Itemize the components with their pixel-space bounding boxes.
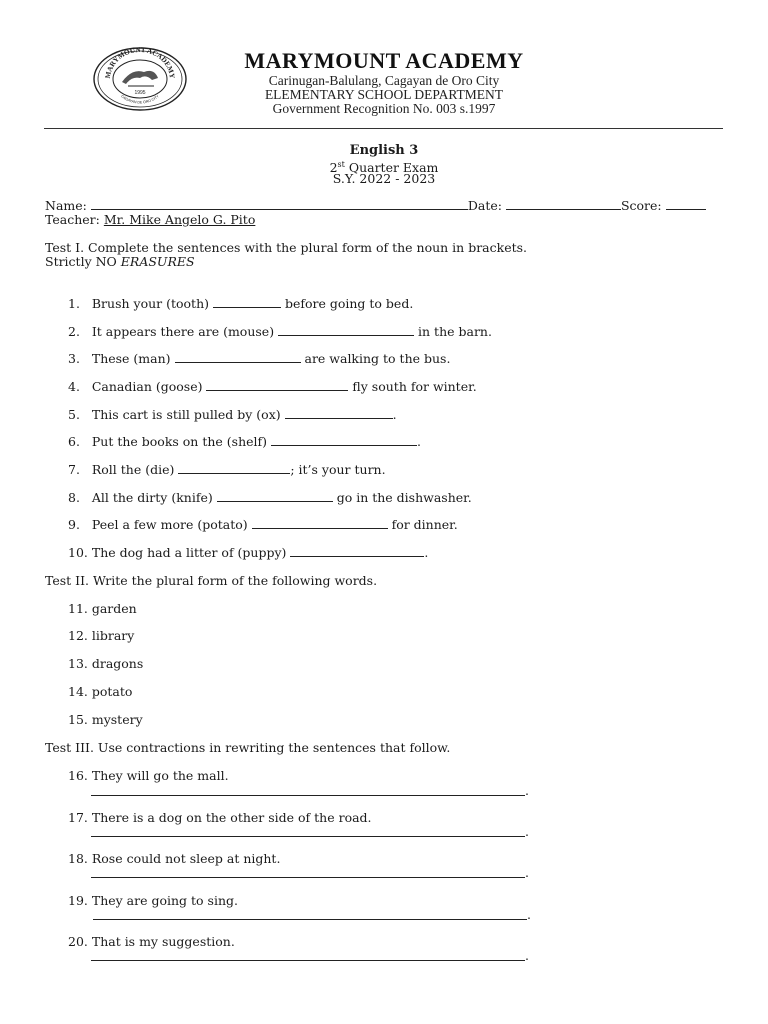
erasures-emphasis: ERASURES [120, 254, 195, 269]
answer-blank[interactable] [252, 517, 388, 529]
line-period: . [525, 824, 529, 839]
answer-line[interactable] [91, 960, 525, 961]
answer-blank[interactable] [175, 351, 301, 363]
test1-note: Strictly NO ERASURES [45, 254, 195, 269]
line-period: . [525, 865, 529, 880]
line-period: . [525, 783, 529, 798]
answer-line[interactable] [91, 877, 525, 878]
answer-blank[interactable] [285, 407, 393, 419]
test1-item: 9. Peel a few more (potato) for dinner. [68, 517, 458, 532]
test3-item: 17. There is a dog on the other side of the road. [68, 810, 372, 825]
school-address: Carinugan-Balulang, Cagayan de Oro City [268, 73, 500, 88]
government-recognition: Government Recognition No. 003 s.1997 [272, 101, 496, 116]
score-label: Score: [620, 198, 662, 213]
teacher-label: Teacher: [45, 212, 100, 227]
test2-item: 15. mystery [68, 712, 143, 727]
test1-item: 3. These (man) are walking to the bus. [68, 351, 451, 366]
answer-blank[interactable] [178, 462, 290, 474]
test2-item: 13. dragons [68, 656, 144, 671]
test3-item: 20. That is my suggestion. [68, 934, 235, 949]
test3-item: 19. They are going to sing. [68, 893, 238, 908]
test1-item: 10. The dog had a litter of (puppy) . [68, 545, 429, 560]
school-year: S.Y. 2022 - 2023 [332, 171, 436, 186]
answer-blank[interactable] [217, 490, 333, 502]
test2-instruction: Test II. Write the plural form of the following words. [45, 573, 378, 588]
test3-item: 18. Rose could not sleep at night. [68, 851, 281, 866]
test1-instruction: Test I. Complete the sentences with the plural form of the noun in brackets. [45, 240, 528, 255]
answer-line[interactable] [93, 919, 527, 920]
test1-item: 6. Put the books on the (shelf) . [68, 434, 421, 449]
answer-blank[interactable] [213, 296, 281, 308]
test1-item: 8. All the dirty (knife) go in the dishwasher. [68, 490, 472, 505]
test1-item: 7. Roll the (die) ; it’s your turn. [68, 462, 386, 477]
date-field[interactable] [506, 198, 621, 210]
school-seal-logo [92, 46, 188, 112]
exam-subject: English 3 [349, 143, 419, 158]
seal-year: 1995 [134, 90, 146, 96]
test2-item: 12. library [68, 628, 135, 643]
school-department: ELEMENTARY SCHOOL DEPARTMENT [264, 87, 504, 102]
name-label: Name: [45, 198, 87, 213]
header-divider [44, 128, 723, 129]
answer-blank[interactable] [278, 324, 414, 336]
student-info-row [45, 198, 706, 213]
date-label: Date: [467, 198, 502, 213]
line-period: . [527, 907, 531, 922]
line-period: . [525, 948, 529, 963]
test1-item: 5. This cart is still pulled by (ox) . [68, 407, 397, 422]
test3-item: 16. They will go the mall. [68, 768, 229, 783]
test1-item: 1. Brush your (tooth) before going to bed. [68, 296, 414, 311]
teacher-row [45, 212, 255, 227]
seal-bottom-text: CAGAYAN DE ORO CITY [120, 94, 160, 105]
answer-blank[interactable] [290, 545, 424, 557]
answer-blank[interactable] [206, 379, 348, 391]
school-name: MARYMOUNT ACADEMY [244, 48, 524, 73]
seal-top-text: MARYMOUNT ACADEMY [103, 46, 177, 80]
exam-quarter: 2st Quarter Exam [329, 160, 439, 176]
test2-item: 11. garden [68, 601, 137, 616]
test1-item: 2. It appears there are (mouse) in the barn. [68, 324, 492, 339]
test3-instruction: Test III. Use contractions in rewriting the sentences that follow. [45, 740, 451, 755]
score-field[interactable] [666, 198, 706, 210]
teacher-name: Mr. Mike Angelo G. Pito [103, 212, 256, 227]
answer-blank[interactable] [271, 434, 417, 446]
name-field[interactable] [91, 198, 468, 210]
answer-line[interactable] [91, 795, 525, 796]
test1-item: 4. Canadian (goose) fly south for winter. [68, 379, 477, 394]
test2-item: 14. potato [68, 684, 133, 699]
answer-line[interactable] [91, 836, 525, 837]
